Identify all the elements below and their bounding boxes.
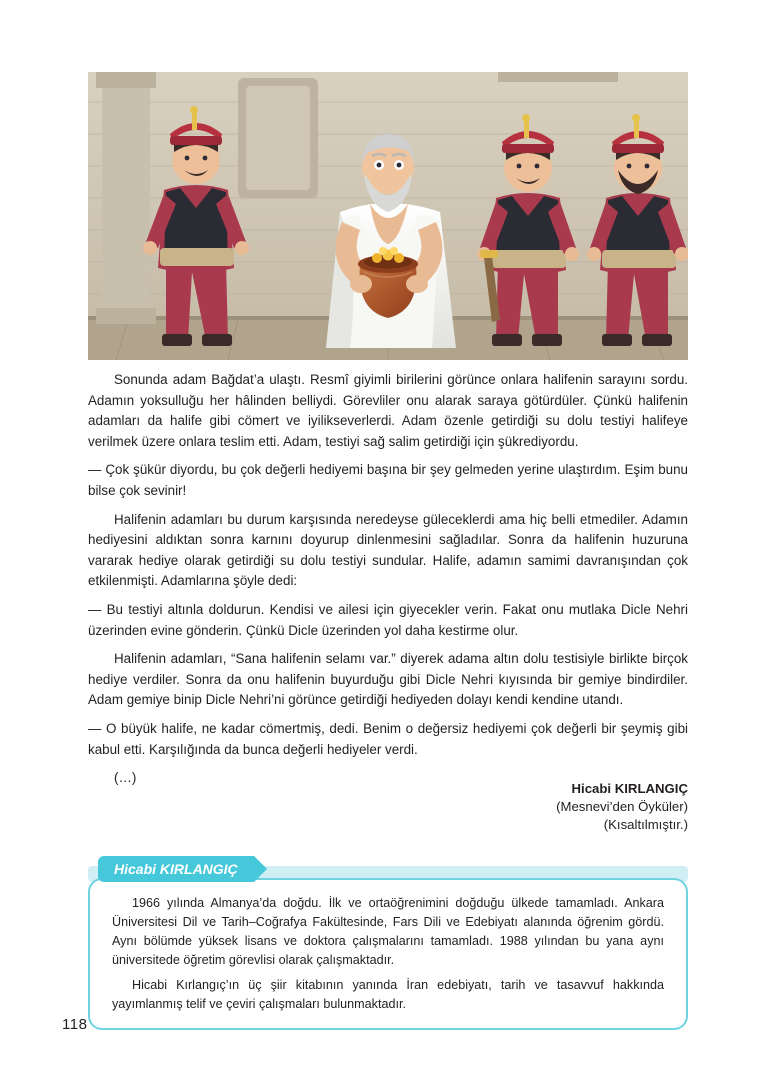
- story-paragraph: — Çok şükür diyordu, bu çok değerli hediyemi başına bir şey gelmeden yerine ulaştırdım. Eşim bunu bilse çok sevinir!: [88, 462, 688, 498]
- author-info-box: [88, 856, 688, 1030]
- story-paragraph: — O büyük halife, ne kadar cömertmiş, dedi. Benim o değersiz hediyemi çok değerli bir şeymiş gibi kabul etti. Karşılığında da bunca değerli hediyeler verdi.: [88, 720, 688, 757]
- attribution-source: (Mesnevi’den Öyküler): [556, 799, 688, 814]
- story-paragraph: Halifenin adamları, “Sana halifenin selamı var.” diyerek adama altın dolu testisiyle birlikte birçok hediye verdiler. Sonra da onu halifenin buyurduğu gibi Dicle Nehri kıyısında bir gemiye bindirdiler. Adam gemiye binip Dicle Nehri’ni görünce getirdiği hediyeden dolayı kendi kendine utandı.: [88, 651, 688, 708]
- story-ellipsis: (…): [114, 770, 137, 786]
- author-bio-paragraph: 1966 yılında Almanya’da doğdu. İlk ve ortaöğrenimini doğduğu ülkede tamamladı. Ankara Üniversitesi Dil ve Tarih–Coğrafya Fakültesinde, Fars Dili ve Edebiyatı alanında öğrenim gördü. Aynı bölümde yüksek lisans ve doktora çalışmalarını tamamladı. 1988 yılından bu yana aynı üniversitede öğretim görevlisi olarak çalışmaktadır.: [112, 896, 664, 967]
- story-paragraph: Halifenin adamları bu durum karşısında neredeyse güleceklerdi ama hiç belli etmediler. Adamın hediyesini aldıktan sonra karnını doyurup dinlenmesini sağladılar. Sonra da halifenin huzuruna vararak hediye olarak getirdiği su dolu testiyi sundular. Halife, adamın samimi davranışından çok etkilenmişti. Adamlarına şöyle dedi:: [88, 511, 688, 589]
- story-illustration: [88, 72, 688, 360]
- author-box-tab-label: Hicabi KIRLANGIÇ: [98, 856, 254, 882]
- page-number: 118: [62, 1016, 88, 1033]
- illustration-artwork: [88, 72, 688, 360]
- attribution-author: Hicabi KIRLANGIÇ: [571, 781, 688, 796]
- author-bio-paragraph: Hicabi Kırlangıç’ın üç şiir kitabının yanında İran edebiyatı, tarih ve tasavvuf hakkında yayımlanmış telif ve çeviri çalışmaları bulunmaktadır.: [112, 978, 664, 1011]
- story-paragraph: — Bu testiyi altınla doldurun. Kendisi ve ailesi için giyecekler verin. Fakat onu mutlaka Dicle Nehri üzerinden evine gönderin. Çünkü Dicle üzerinden yol daha kestirme olur.: [88, 601, 688, 638]
- story-text: [88, 370, 688, 797]
- attribution: [88, 780, 688, 834]
- attribution-note: (Kısaltılmıştır.): [603, 817, 688, 832]
- author-box-body: [88, 878, 688, 1030]
- story-paragraph: Sonunda adam Bağdat’a ulaştı. Resmî giyimli birilerini görünce onlara halifenin sarayını sordu. Adamın yoksulluğu her hâlinden belliydi. Görevliler onu alarak saraya götürdüler. Çünkü halifenin adamları da halife gibi cömert ve iyilikseverlerdi. Adam özenle getirdiği su dolu testiyi halifeye verilmek üzere onlara teslim etti. Adam, testiyi sağ salim getirdiği için şükrediyordu.: [88, 372, 688, 449]
